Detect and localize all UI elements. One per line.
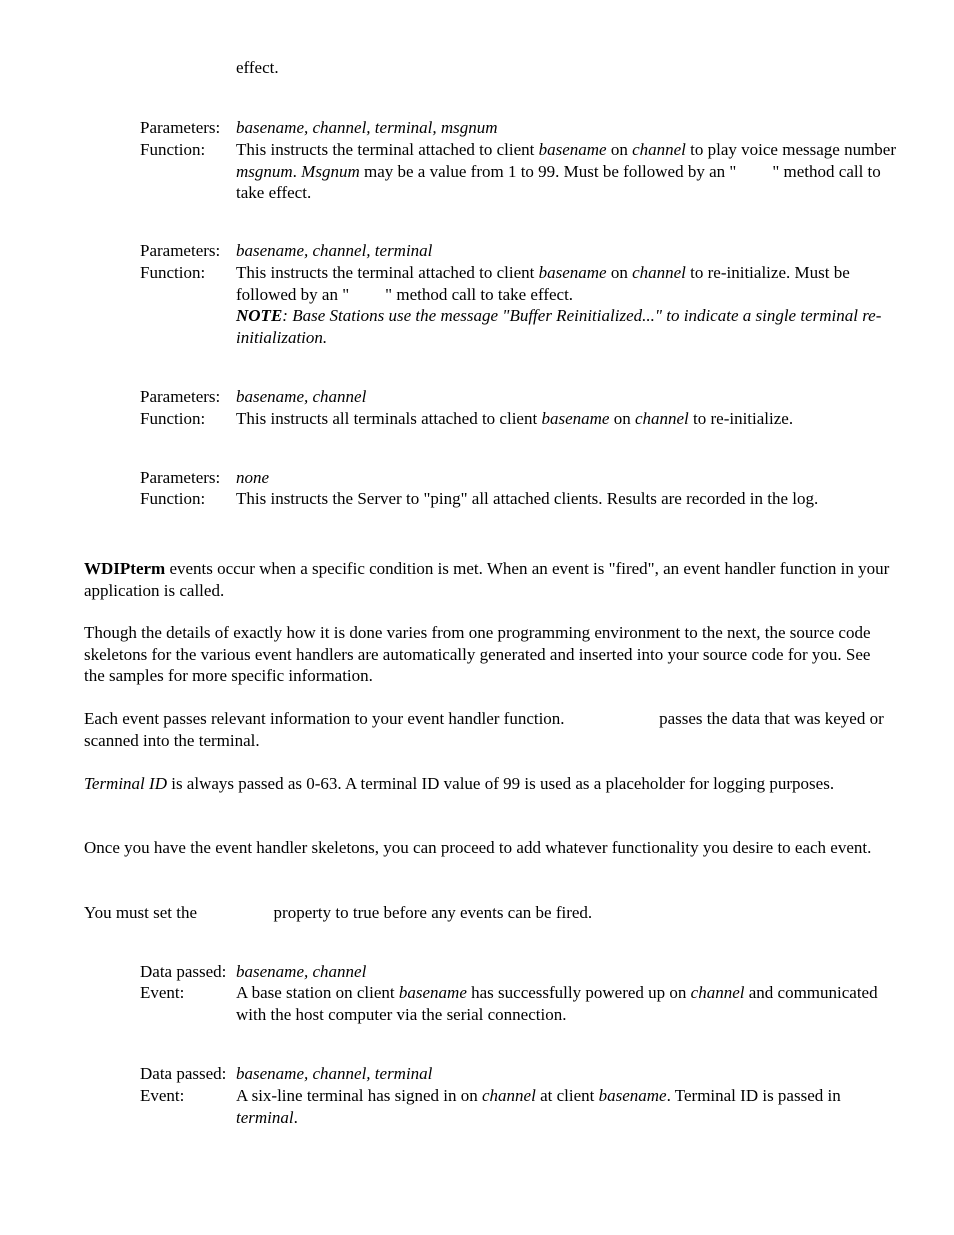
enable-events-paragraph: You must set the property to true before any events can be fired. bbox=[84, 903, 593, 922]
function-description: This instructs the terminal attached to client basename on channel to play voice message number msgnum. Msgnum may be a value from 1 to 99. Must be followed by an " " method call to take effect. bbox=[236, 140, 896, 203]
parameters-label: Parameters: bbox=[140, 241, 221, 260]
parameters-label: Parameters: bbox=[140, 118, 221, 137]
event-description: A six-line terminal has signed in on channel at client basename. Terminal ID is passed in terminal. bbox=[236, 1086, 841, 1127]
event-data-paragraph: Each event passes relevant information to your event handler function. passes the data that was keyed or scanned into the terminal. bbox=[84, 709, 884, 750]
data-passed-value: basename, channel, terminal bbox=[236, 1064, 433, 1083]
events-intro-paragraph: WDIPterm events occur when a specific condition is met. When an event is "fired", an event handler function in your application is called. bbox=[84, 559, 890, 600]
parameters-value: basename, channel, terminal bbox=[236, 241, 433, 260]
parameters-label: Parameters: bbox=[140, 387, 221, 406]
event-label: Event: bbox=[140, 1086, 185, 1105]
event-label: Event: bbox=[140, 983, 185, 1002]
terminal-id-paragraph: Terminal ID is always passed as 0-63. A terminal ID value of 99 is used as a placeholder for logging purposes. bbox=[84, 774, 835, 793]
function-label: Function: bbox=[140, 489, 206, 508]
parameters-value: basename, channel bbox=[236, 387, 367, 406]
data-passed-label: Data passed: bbox=[140, 962, 227, 981]
function-label: Function: bbox=[140, 263, 206, 282]
function-description: This instructs all terminals attached to client basename on channel to re-initialize. bbox=[236, 409, 794, 428]
function-label: Function: bbox=[140, 140, 206, 159]
parameters-value: basename, channel, terminal, msgnum bbox=[236, 118, 498, 137]
note: NOTE: Base Stations use the message "Buffer Reinitialized..." to indicate a single terminal re-initialization. bbox=[236, 306, 882, 348]
event-description: A base station on client basename has successfully powered up on channel and communicated with the host computer via the serial connection. bbox=[236, 983, 878, 1024]
skeleton-functionality-paragraph: Once you have the event handler skeletons, you can proceed to add whatever functionality you desire to each event. bbox=[84, 838, 872, 857]
skeletons-paragraph: Though the details of exactly how it is done varies from one programming environment to the next, the source code skeletons for the various event handlers are automatically generated and inserted into your source code for you. See the samples for more specific information. bbox=[84, 623, 871, 686]
function-description: This instructs the Server to "ping" all attached clients. Results are recorded in the log. bbox=[236, 489, 819, 508]
data-passed-label: Data passed: bbox=[140, 1064, 227, 1083]
parameters-label: Parameters: bbox=[140, 468, 221, 487]
function-description: This instructs the terminal attached to client basename on channel to re-initialize. Must be followed by an " " method call to take effect. NOTE: Base Stations use the message "Buffer Reinitialized..." to indicate a single terminal re-initialization. bbox=[236, 263, 882, 348]
data-passed-value: basename, channel bbox=[236, 962, 367, 981]
function-label: Function: bbox=[140, 409, 206, 428]
parameters-value: none bbox=[236, 468, 270, 487]
continued-text: effect. bbox=[236, 58, 279, 77]
